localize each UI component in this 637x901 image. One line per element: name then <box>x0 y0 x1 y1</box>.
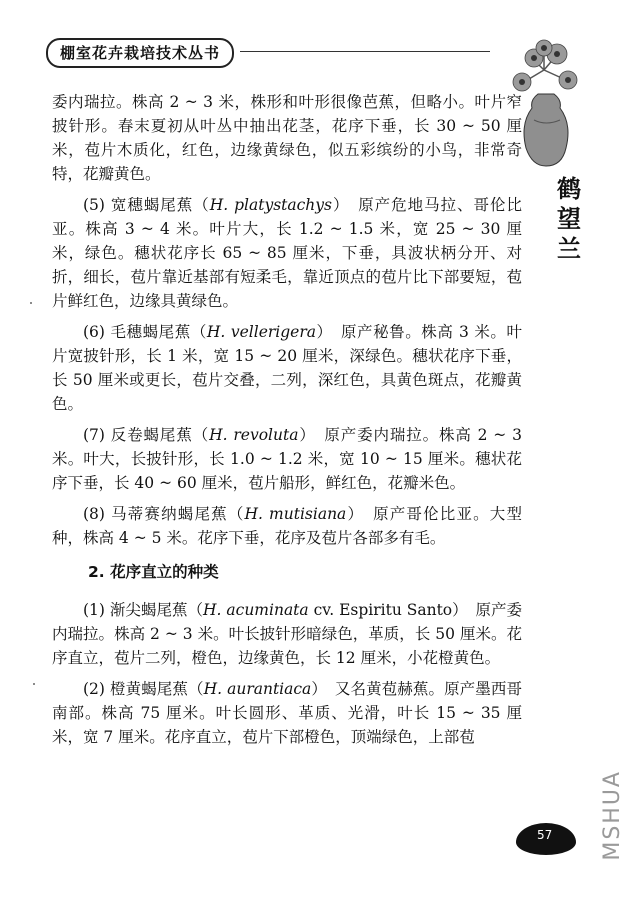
chapter-label: 鹤 望 兰 <box>557 175 581 263</box>
species-entry: (8) 马蒂赛纳蝎尾蕉（H. mutisiana） 原产哥伦比亚。大型种，株高 4 ~ 5 米。花序下垂，花序及苞片各部多有毛。 <box>52 505 522 547</box>
paragraph: 委内瑞拉。株高 2 ~ 3 米，株形和叶形很像芭蕉，但略小。叶片窄披针形。春末夏初从叶丛中抽出花茎，花序下垂，长 30 ~ 50 厘米，苞片木质化，红色，边缘黄绿色，似五彩缤纷的小鸟，非常奇特，花瓣黄色。 <box>52 93 522 183</box>
scan-speck <box>30 302 32 304</box>
species-entry: (7) 反卷蝎尾蕉（H. revoluta） 原产委内瑞拉。株高 2 ~ 3 米。叶大，长披针形，长 1.0 ~ 1.2 米，宽 10 ~ 15 厘米。穗状花序下垂，长 40 ~ 60 厘米，苞片船形，鲜红色，花瓣米色。 <box>52 426 522 492</box>
header-rule <box>240 51 490 52</box>
scan-speck <box>33 683 35 685</box>
species-entry: (5) 宽穗蝎尾蕉（H. platystachys） 原产危地马拉、哥伦比亚。株高 3 ~ 4 米。叶片大，长 1.2 ~ 1.5 米，宽 25 ~ 30 厘米，绿色。穗状花序长 65 ~ 85 厘米，下垂，具波状柄分开、对折，细长，苞片靠近基部有短柔毛，靠近顶点的苞片比下部要短，苞片鲜红色，边缘具黄绿色。 <box>52 196 522 310</box>
species-entry: (1) 渐尖蝎尾蕉（H. acuminata cv. Espiritu Santo） 原产委内瑞拉。株高 2 ~ 3 米。叶长披针形暗绿色，革质，长 50 厘米。花序直立，苞片二列，橙色，边缘黄色，长 12 厘米，小花橙黄色。 <box>52 601 522 667</box>
species-entry: (2) 橙黄蝎尾蕉（H. aurantiaca） 又名黄苞赫蕉。原产墨西哥南部。株高 75 厘米。叶长圆形、革质、光滑，叶长 15 ~ 35 厘米，宽 7 厘米。花序直立，苞片下部橙色，顶端绿色，上部苞 <box>52 680 522 746</box>
section-heading: 2. 花序直立的种类 <box>88 563 219 581</box>
body-text <box>52 90 522 749</box>
species-entry: (6) 毛穗蝎尾蕉（H. vellerigera） 原产秘鲁。株高 3 米。叶片宽披针形，长 1 米，宽 15 ~ 20 厘米，深绿色。穗状花序下垂，长 50 厘米或更长，苞片交叠，二列，深红色，具黄色斑点，花瓣黄色。 <box>52 323 522 413</box>
page-number: 57 <box>537 828 553 842</box>
watermark: MSHUA <box>600 770 625 861</box>
series-title: 棚室花卉栽培技术丛书 <box>46 38 234 68</box>
